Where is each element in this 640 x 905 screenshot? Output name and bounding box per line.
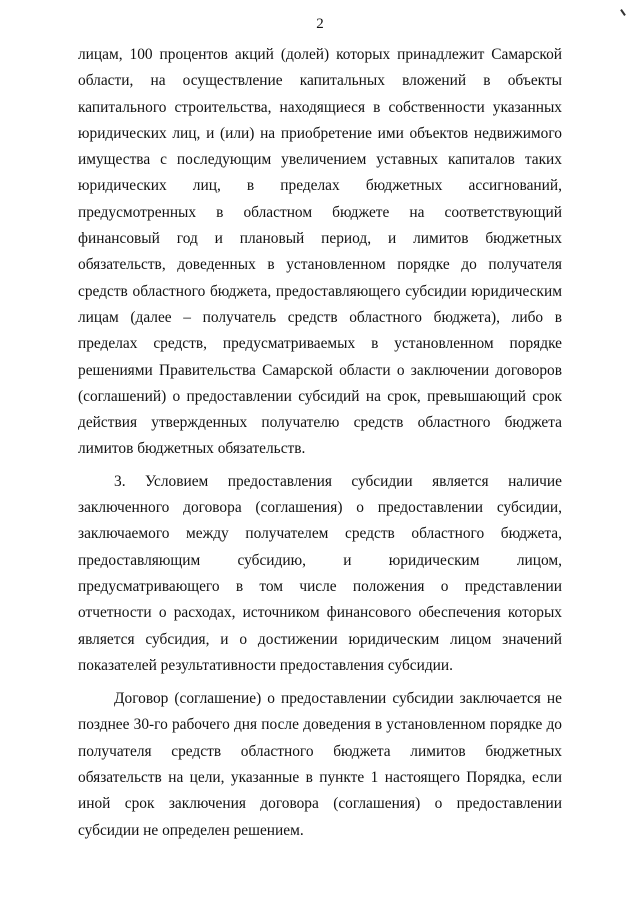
paragraph-agreement-deadline: Договор (соглашение) о предоставлении субсидии заключается не позднее 30-го рабочего дня после доведения в установленном порядке до получателя средств областного бюджета лимитов бюджетных обязательств на цели, указанные в пункте 1 настоящего Порядка, если иной срок заключения договора (соглашения) о предоставлении субсидии не определен решением. (78, 690, 562, 839)
paragraph-item-3: 3. Условием предоставления субсидии является наличие заключенного договора (соглашения) о предоставлении субсидии, заключаемого между получателем средств областного бюджета, предоставляющим субсидию, и юридическим лицом, предусматривающего в том числе положения о представлении отчетности о расходах, источником финансового обеспечения которых является субсидия, и о достижении юридическим лицом значений показателей результативности предоставления субсидии. (78, 472, 562, 674)
document-body (78, 42, 562, 844)
paragraph-continuation: лицам, 100 процентов акций (долей) которых принадлежит Самарской области, на осуществление капитальных вложений в объекты капитального строительства, находящиеся в собственности указанных юридических лиц, и (или) на приобретение ими объектов недвижимого имущества с последующим увеличением уставных капиталов таких юридических лиц, в пределах бюджетных ассигнований, предусмотренных в областном бюджете на соответствующий финансовый год и плановый период, и лимитов бюджетных обязательств, доведенных в установленном порядке до получателя средств областного бюджета, предоставляющего субсидии юридическим лицам (далее – получатель средств областного бюджета), либо в пределах средств, предусматриваемых в установленном порядке решениями Правительства Самарской области о заключении договоров (соглашений) о предоставлении субсидий на срок, превышающий срок действия утвержденных получателю средств областного бюджета лимитов бюджетных обязательств. (78, 46, 562, 458)
page-number: 2 (316, 16, 324, 32)
